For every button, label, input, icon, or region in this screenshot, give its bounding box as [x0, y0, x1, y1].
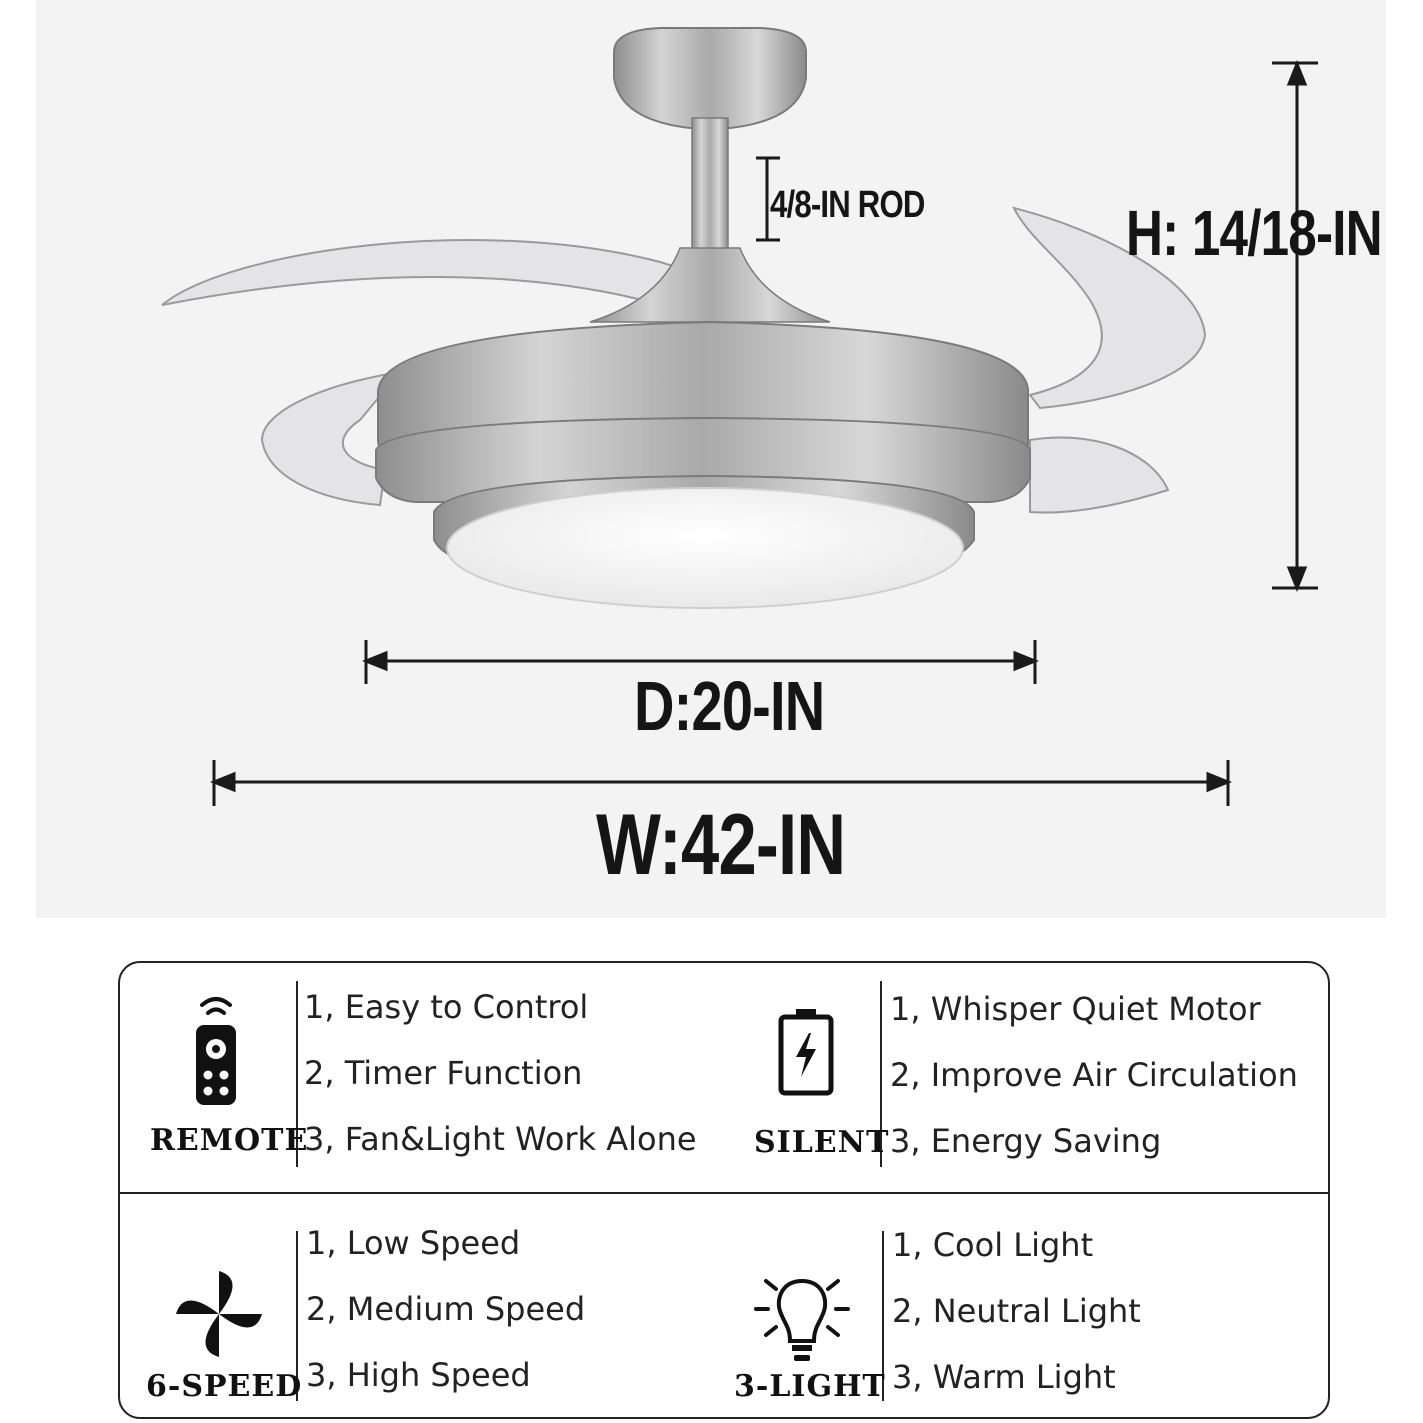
feature-list: [306, 1223, 585, 1421]
feature-item: 3, High Speed: [306, 1356, 531, 1394]
feature-item: 1, Whisper Quiet Motor: [890, 990, 1261, 1028]
feature-item: 1, Cool Light: [892, 1226, 1094, 1264]
feature-title: SILENT: [754, 1125, 890, 1160]
battery-bolt-icon: [776, 1007, 836, 1097]
feature-item: 2, Timer Function: [304, 1054, 583, 1092]
feature-list: [892, 1225, 1141, 1423]
feature-title: REMOTE: [150, 1123, 309, 1158]
feature-item: 3, Warm Light: [892, 1358, 1116, 1396]
feature-title: 3-LIGHT: [734, 1369, 886, 1404]
fan-light-diffuser: [447, 488, 963, 608]
rod-length-label: 4/8-IN ROD: [770, 184, 925, 226]
feature-item: 1, Easy to Control: [304, 988, 589, 1026]
feature-list: [304, 987, 697, 1185]
feature-title: 6-SPEED: [146, 1369, 303, 1404]
feature-item: 3, Fan&Light Work Alone: [304, 1120, 697, 1158]
fan-canopy: [614, 28, 806, 128]
feature-list: [890, 989, 1298, 1187]
fan-pinwheel-icon: [174, 1269, 264, 1359]
width-label: W:42-IN: [596, 797, 846, 893]
light-bulb-icon: [752, 1271, 852, 1371]
height-dimension-marker: [1272, 63, 1318, 588]
feature-item: 2, Neutral Light: [892, 1292, 1141, 1330]
feature-item: 2, Improve Air Circulation: [890, 1056, 1298, 1094]
remote-control-icon: [192, 991, 240, 1107]
panel-divider-horizontal: [120, 1192, 1328, 1194]
fan-blade: [1030, 437, 1168, 512]
feature-item: 1, Low Speed: [306, 1224, 521, 1262]
feature-item: 3, Energy Saving: [890, 1122, 1162, 1160]
features-panel: [118, 961, 1330, 1419]
height-label: H: 14/18-IN: [1126, 197, 1382, 269]
diameter-label: D:20-IN: [634, 667, 825, 745]
feature-item: 2, Medium Speed: [306, 1290, 586, 1328]
fan-downrod: [692, 118, 728, 250]
